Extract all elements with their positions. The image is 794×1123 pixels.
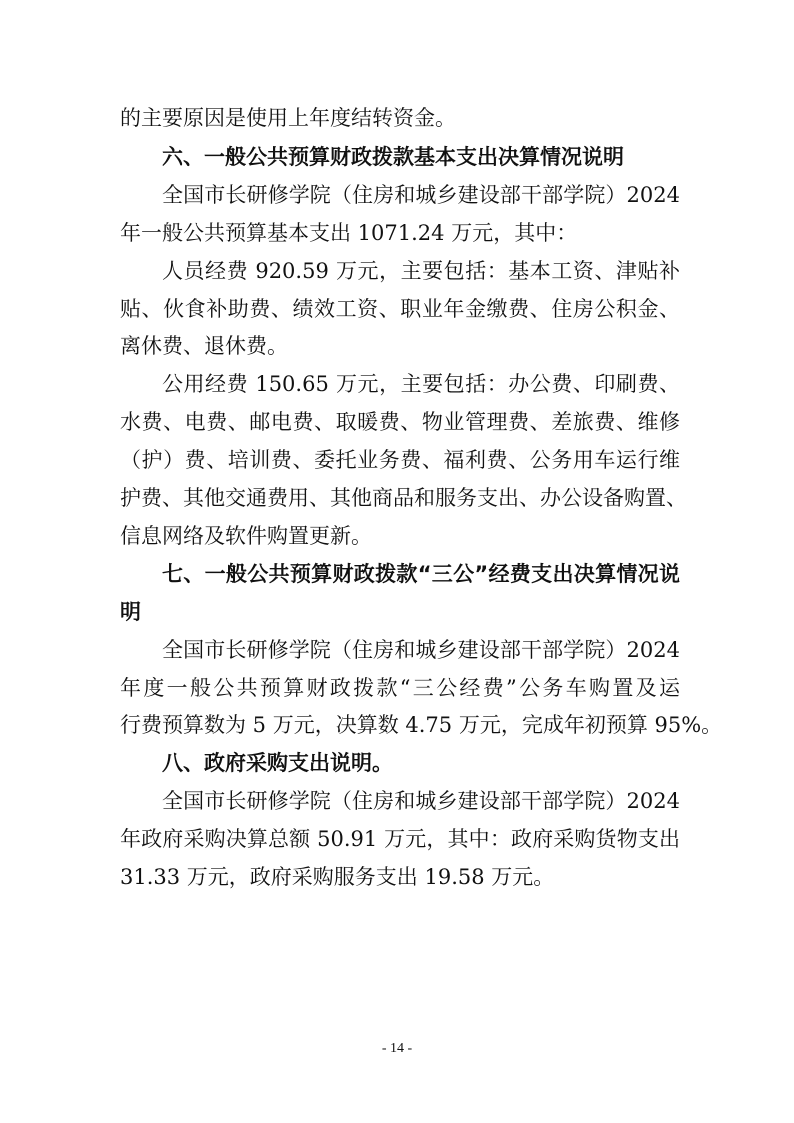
paragraph-line: 公用经费 150.65 万元，主要包括：办公费、印刷费、 (162, 372, 680, 396)
paragraph-line: 贴、伙食补助费、绩效工资、职业年金缴费、住房公积金、 (120, 297, 680, 321)
paragraph-line: 护费、其他交通费用、其他商品和服务支出、办公设备购置、 (120, 486, 687, 510)
page-number: - 14 - (381, 1041, 413, 1056)
paragraph-line: 年度一般公共预算财政拨款“三公经费”公务车购置及运 (120, 676, 680, 700)
section-heading-6: 六、一般公共预算财政拨款基本支出决算情况说明 (162, 145, 624, 169)
paragraph-line: 离休费、退休费。 (120, 334, 288, 358)
section-heading-7-continued: 明 (120, 600, 141, 624)
paragraph-line: 全国市长研修学院（住房和城乡建设部干部学院）2024 (162, 789, 680, 813)
paragraph-line: 行费预算数为 5 万元，决算数 4.75 万元，完成年初预算 95%。 (120, 713, 723, 737)
paragraph-line: 全国市长研修学院（住房和城乡建设部干部学院）2024 (162, 183, 680, 207)
paragraph-line: 信息网络及软件购置更新。 (120, 524, 372, 548)
paragraph-line: 水费、电费、邮电费、取暖费、物业管理费、差旅费、维修 (120, 410, 680, 434)
paragraph-line: 的主要原因是使用上年度结转资金。 (120, 106, 456, 130)
paragraph-line: 人员经费 920.59 万元，主要包括：基本工资、津贴补 (162, 259, 680, 283)
section-heading-7: 七、一般公共预算财政拨款“三公”经费支出决算情况说 (162, 562, 680, 586)
paragraph-line: 年政府采购决算总额 50.91 万元，其中：政府采购货物支出 (120, 827, 680, 851)
section-heading-8: 八、政府采购支出说明。 (162, 751, 393, 775)
paragraph-line: 全国市长研修学院（住房和城乡建设部干部学院）2024 (162, 638, 680, 662)
paragraph-line: （护）费、培训费、委托业务费、福利费、公务用车运行维 (120, 448, 680, 472)
paragraph-line: 31.33 万元，政府采购服务支出 19.58 万元。 (120, 865, 555, 889)
paragraph-line: 年一般公共预算基本支出 1071.24 万元，其中： (120, 221, 578, 245)
